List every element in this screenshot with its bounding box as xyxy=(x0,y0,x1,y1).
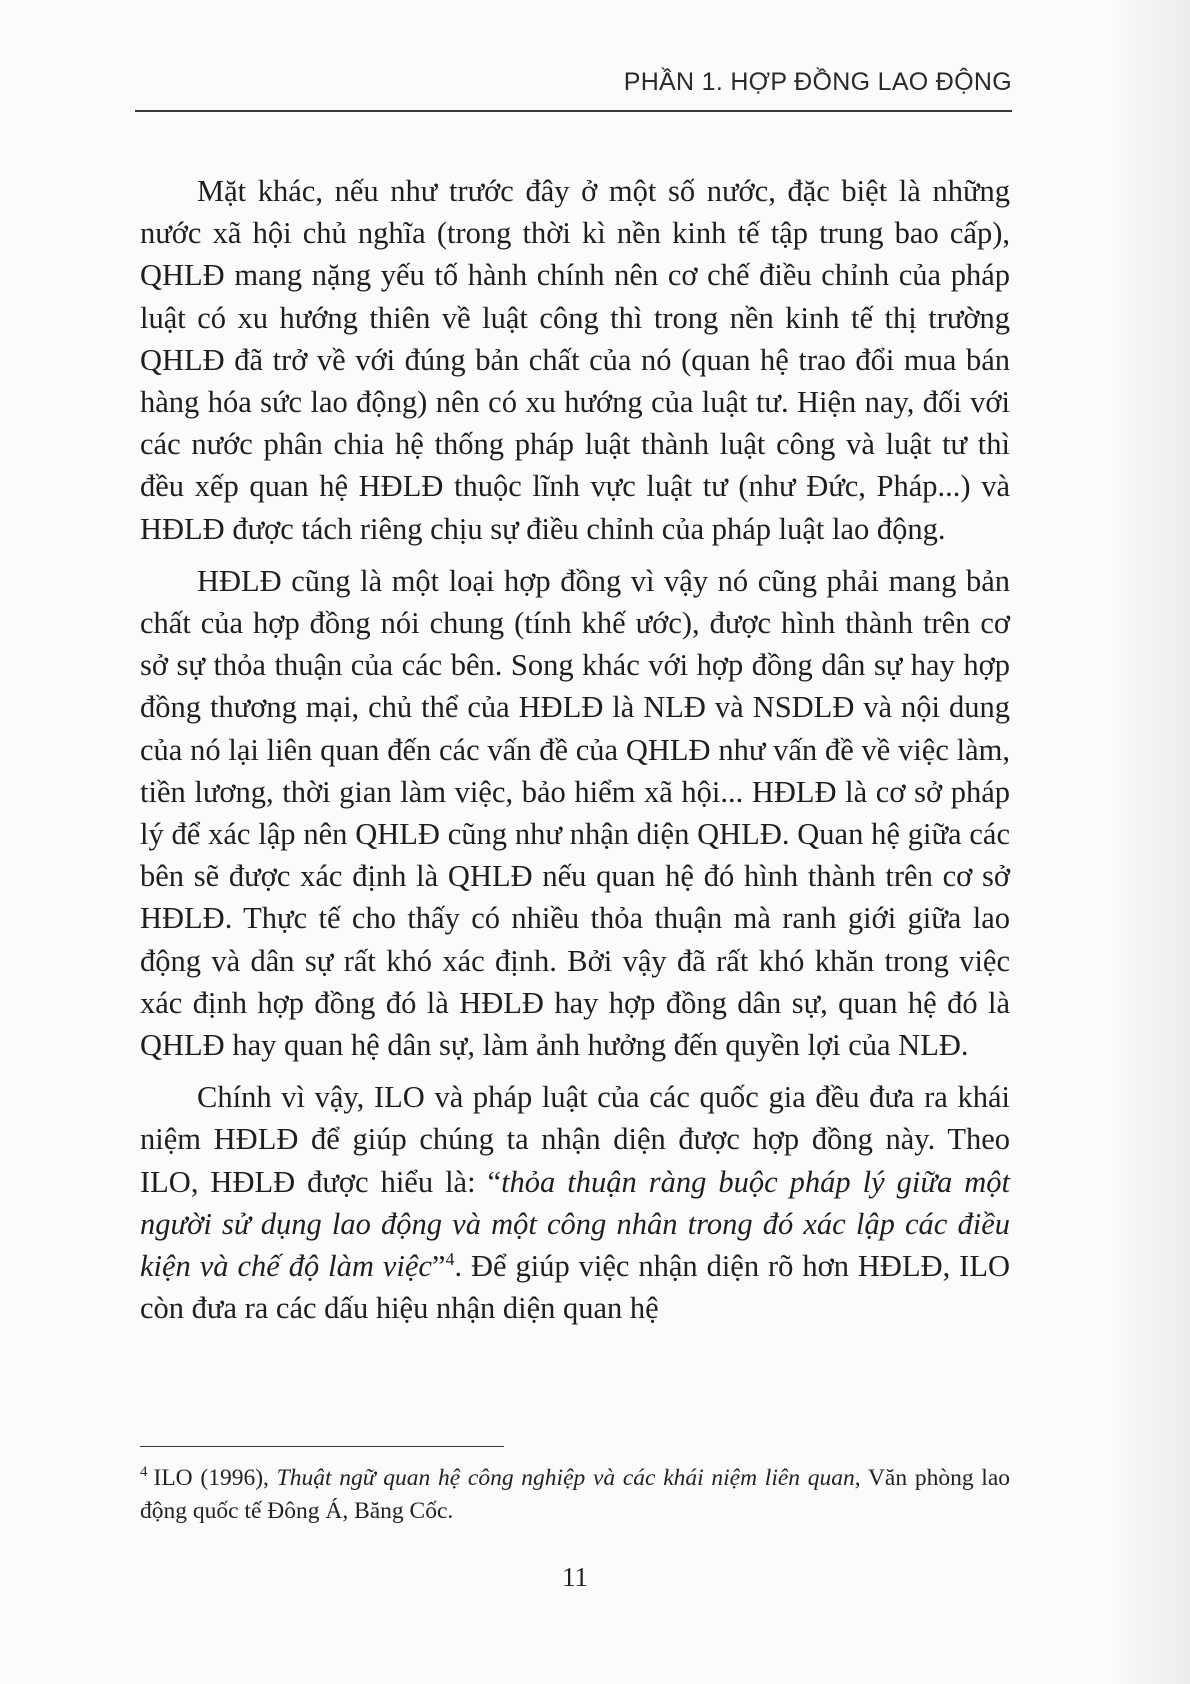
body-text xyxy=(140,170,1010,1339)
footnote xyxy=(140,1462,1010,1528)
paragraph-1: Mặt khác, nếu như trước đây ở một số nước, đặc biệt là những nước xã hội chủ nghĩa (trong thời kì nền kinh tế tập trung bao cấp), QHLĐ mang nặng yếu tố hành chính nên cơ chế điều chỉnh của pháp luật có xu hướng thiên về luật công thì trong nền kinh tế thị trường QHLĐ đã trở về với đúng bản chất của nó (quan hệ trao đổi mua bán hàng hóa sức lao động) nên có xu hướng của luật tư. Hiện nay, đối với các nước phân chia hệ thống pháp luật thành luật công và luật tư thì đều xếp quan hệ HĐLĐ thuộc lĩnh vực luật tư (như Đức, Pháp...) và HĐLĐ được tách riêng chịu sự điều chỉnh của pháp luật lao động. xyxy=(140,174,1010,546)
page-number: 11 xyxy=(562,1562,588,1592)
running-head: PHẦN 1. HỢP ĐỒNG LAO ĐỘNG xyxy=(623,68,1012,96)
paragraph-3 xyxy=(140,1076,1010,1329)
footnote-prefix: ILO (1996), xyxy=(153,1465,277,1491)
footnote-rule xyxy=(140,1446,504,1447)
footnote-number: 4 xyxy=(140,1464,148,1481)
ilo-definition-quote: thỏa thuận ràng buộc pháp lý giữa một người sử dụng lao động và một công nhân trong đó xác lập các điều kiện và chế độ làm việc xyxy=(140,1164,1010,1284)
paragraph-2: HĐLĐ cũng là một loại hợp đồng vì vậy nó cũng phải mang bản chất của hợp đồng nói chung (tính khế ước), được hình thành trên cơ sở sự thỏa thuận của các bên. Song khác với hợp đồng dân sự hay hợp đồng thương mại, chủ thể của HĐLĐ là NLĐ và NSDLĐ và nội dung của nó lại liên quan đến các vấn đề của QHLĐ như vấn đề về việc làm, tiền lương, thời gian làm việc, bảo hiểm xã hội... HĐLĐ là cơ sở pháp lý để xác lập nên QHLĐ cũng như nhận diện QHLĐ. Quan hệ giữa các bên sẽ được xác định là QHLĐ nếu quan hệ đó hình thành trên cơ sở HĐLĐ. Thực tế cho thấy có nhiều thỏa thuận mà ranh giới giữa lao động và dân sự rất khó xác định. Bởi vậy đã rất khó khăn trong việc xác định hợp đồng đó là HĐLĐ hay hợp đồng dân sự, quan hệ đó là QHLĐ hay quan hệ dân sự, làm ảnh hưởng đến quyền lợi của NLĐ. xyxy=(140,563,1010,1063)
header-rule xyxy=(135,110,1012,112)
quote-close: ” xyxy=(431,1249,446,1284)
footnote-suffix: , Văn phòng lao động quốc tế Đông Á, Băng Cốc. xyxy=(140,1465,1011,1524)
footnote-reference: 4 xyxy=(445,1248,455,1269)
footnote-title: Thuật ngữ quan hệ công nghiệp và các khái niệm liên quan xyxy=(276,1465,855,1491)
paragraph-3-tail: . Để giúp việc nhận diện rõ hơn HĐLĐ, ILO còn đưa ra các dấu hiệu nhận diện quan hệ xyxy=(140,1249,1010,1326)
page-edge-shadow xyxy=(1110,0,1190,1684)
paragraph-3-lead: Chính vì vậy, ILO và pháp luật của các quốc gia đều đưa ra khái niệm HĐLĐ để giúp chúng ta nhận diện được hợp đồng này. Theo ILO, HĐLĐ được hiểu là: “ xyxy=(140,1080,1010,1199)
